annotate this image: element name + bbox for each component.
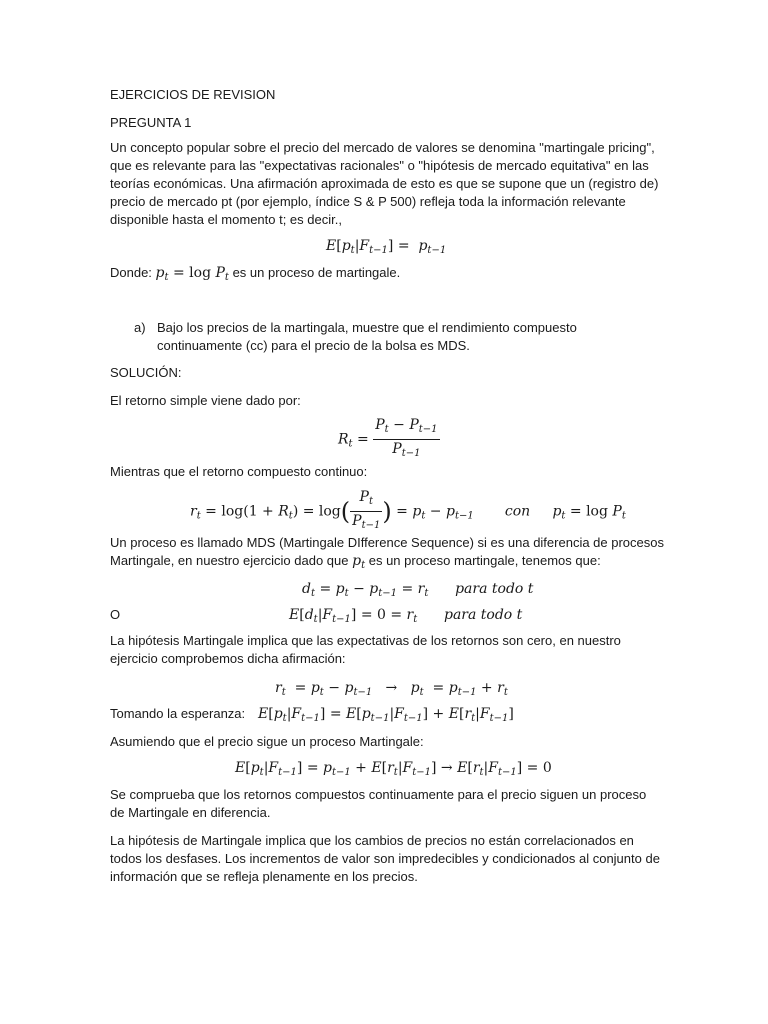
taking-expectation-label: Tomando la esperanza: [110, 706, 246, 721]
intro-line: precio de mercado pt (por ejemplo, índice S & P 500) refleja toda la información relevante [110, 194, 626, 209]
intro-paragraph [110, 139, 658, 229]
price-recursion-equation: $r_t = p_t - p_{t-1} \to p_t = p_{t-1} + r_t$ [275, 680, 508, 698]
hypothesis-paragraph [110, 632, 621, 668]
o-label: O [110, 607, 121, 622]
item-a-text [157, 319, 577, 355]
final-paragraph [110, 832, 660, 886]
solution-heading: SOLUCIÓN: [110, 365, 182, 380]
simple-return-equation: $R_t$ = $\frac{P_t - P_{t-1}}{P_{t-1}}$ [338, 416, 440, 463]
final-line: información que se refleja plenamente en los precios. [110, 869, 418, 884]
donde-suffix: es un proceso de martingale. [232, 265, 401, 280]
cc-return-text: Mientras que el retorno compuesto continuo: [110, 464, 368, 479]
item-a-line: Bajo los precios de la martingala, muestre que el rendimiento compuesto [157, 320, 577, 335]
mds-line-part: es un proceso martingale, tenemos que: [368, 553, 601, 568]
expected-difference-equation: $E[d_t|F_{t-1}] = 0 = r_t$ para todo t [289, 607, 523, 625]
difference-equation: $d_t = p_t - p_{t-1} = r_t$ para todo t [302, 581, 534, 599]
assuming-text: Asumiendo que el precio sigue un proceso Martingale: [110, 734, 424, 749]
document-title: EJERCICIOS DE REVISION [110, 87, 276, 102]
conclusion-line: Se comprueba que los retornos compuestos continuamente para el precio siguen un proceso [110, 787, 647, 802]
con-label: con [504, 503, 531, 520]
donde-line [110, 264, 400, 287]
intro-line: disponible hasta el momento t; es decir., [110, 212, 342, 227]
log-price-formula: $p_t = \log P_t$ [155, 265, 229, 283]
question-heading: PREGUNTA 1 [110, 115, 192, 130]
cc-return-equation: $r_t = \log(1 + R_t) = \log$( $\frac{P_t}{P_{t-1}}$ ) = $p_t - p_{t-1}$ con $p_t = \log P_t$ [190, 489, 626, 531]
zero-expectation-equation: $E[p_t|F_{t-1}] = p_{t-1} + E[r_t|F_{t-1}] \to E[r_t|F_{t-1}] = 0$ [235, 760, 552, 778]
simple-return-fraction: $\frac{P_t - P_{t-1}}{P_{t-1}}$ [375, 417, 438, 459]
simple-return-text: El retorno simple viene dado por: [110, 393, 301, 408]
intro-line: Un concepto popular sobre el precio del mercado de valores se denomina "martingale pricing", [110, 140, 655, 155]
final-line: La hipótesis de Martingale implica que los cambios de precios no están correlacionados en [110, 833, 634, 848]
intro-line: que es relevante para las "expectativas racionales" o "hipótesis de mercado equitativa" en las [110, 158, 649, 173]
mds-line: Un proceso es llamado MDS (Martingale DIfference Sequence) si es una diferencia de procesos [110, 535, 664, 550]
hypothesis-line: ejercicio comprobemos dicha afirmación: [110, 651, 346, 666]
item-a-marker: a) [134, 320, 146, 335]
conclusion-paragraph [110, 786, 646, 822]
hypothesis-line: La hipótesis Martingale implica que las expectativas de los retornos son cero, en nuestro [110, 633, 621, 648]
item-a-line: continuamente (cc) para el precio de la bolsa es MDS. [157, 338, 470, 353]
intro-line: teorías económicas. Una afirmación aproximada de esto es que se supone que un (registro de) [110, 176, 659, 191]
pt-symbol: $p_t$ [352, 553, 366, 571]
martingale-equation: $E[p_t|F_{t-1}] = p_{t-1}$ [326, 238, 447, 256]
final-line: todos los desfases. Los incrementos de valor son impredecibles y condicionados al conjunto de [110, 851, 660, 866]
donde-prefix: Donde: [110, 265, 152, 280]
conclusion-line: de Martingale en diferencia. [110, 805, 271, 820]
para-todo-label: para todo t [443, 607, 523, 623]
mds-line-part: Martingale, en nuestro ejercicio dado que [110, 553, 349, 568]
mds-paragraph [110, 534, 664, 575]
mds-line-2 [110, 552, 664, 575]
para-todo-label: para todo t [455, 581, 534, 597]
expectation-equation: $E[p_t|F_{t-1}] = E[p_{t-1}|F_{t-1}] + E[r_t|F_{t-1}]$ [258, 706, 514, 724]
